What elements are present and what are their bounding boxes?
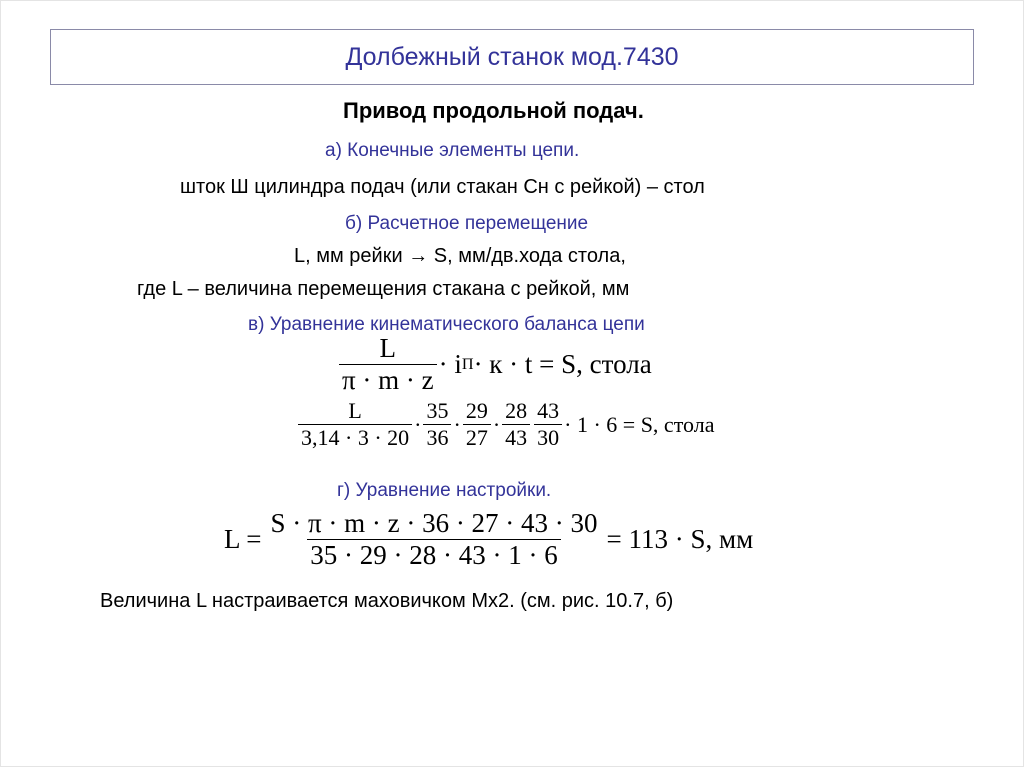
section-c-label: в) Уравнение кинематического баланса цепи bbox=[248, 314, 645, 335]
section-d-label: г) Уравнение настройки. bbox=[337, 480, 552, 501]
numerator: 28 bbox=[505, 398, 528, 423]
formula-kinematic-general bbox=[337, 333, 652, 396]
fraction bbox=[267, 508, 600, 571]
fraction bbox=[502, 398, 530, 451]
footer-text: Величина L настраивается маховичком Мх2. (см. рис. 10.7, б) bbox=[100, 590, 674, 612]
denominator: 35 · 29 · 28 · 43 · 1 · 6 bbox=[307, 539, 560, 571]
denominator: 30 bbox=[534, 424, 562, 451]
section-b-text2: где L – величина перемещения стакана с рейкой, мм bbox=[137, 278, 630, 300]
slide-title: Долбежный станок мод.7430 bbox=[345, 43, 679, 71]
denominator: π · m · z bbox=[339, 364, 437, 396]
formula-kinematic-numeric bbox=[296, 398, 714, 451]
formula-rhs: = 113 · S, мм bbox=[606, 524, 754, 554]
formula-text: · 1 · 6 = S, стола bbox=[564, 411, 715, 437]
numerator: 35 bbox=[426, 398, 449, 423]
denominator: 36 bbox=[423, 424, 451, 451]
fraction bbox=[534, 398, 562, 451]
dot: · bbox=[414, 411, 422, 437]
section-a-text: шток Ш цилиндра подач (или стакан Сн с рейкой) – стол bbox=[180, 176, 705, 198]
numerator: S · π · m · z · 36 · 27 · 43 · 30 bbox=[270, 508, 598, 538]
formula-setup bbox=[224, 508, 753, 571]
section-a-label: а) Конечные элементы цепи. bbox=[325, 140, 580, 161]
denominator: 43 bbox=[502, 424, 530, 451]
dot: · bbox=[453, 411, 461, 437]
fraction bbox=[339, 333, 437, 396]
title-box bbox=[50, 29, 974, 85]
numerator: L bbox=[348, 398, 362, 423]
subscript: П bbox=[461, 355, 474, 373]
dot: · bbox=[492, 411, 501, 437]
numerator: 43 bbox=[537, 398, 560, 423]
fraction bbox=[298, 398, 412, 451]
fraction bbox=[463, 398, 491, 451]
denominator: 27 bbox=[463, 424, 491, 451]
section-b-text1: L, мм рейки → S, мм/дв.хода стола, bbox=[294, 245, 626, 267]
numerator: L bbox=[379, 333, 397, 363]
formula-text: · к · t = S, стола bbox=[473, 349, 652, 379]
fraction bbox=[423, 398, 451, 451]
formula-text: · i bbox=[438, 349, 462, 379]
section-b-label: б) Расчетное перемещение bbox=[345, 213, 589, 234]
heading: Привод продольной подач. bbox=[343, 98, 644, 123]
denominator: 3,14 · 3 · 20 bbox=[298, 424, 412, 451]
formula-lhs: L = bbox=[224, 524, 262, 554]
numerator: 29 bbox=[465, 398, 488, 423]
